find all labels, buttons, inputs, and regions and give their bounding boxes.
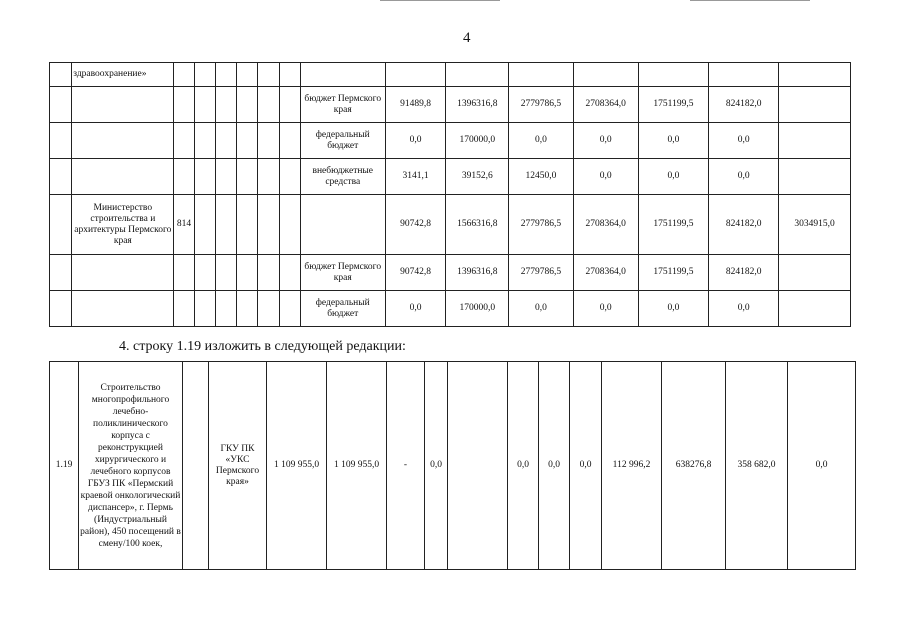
total-cell <box>779 291 851 327</box>
table-row <box>50 123 851 159</box>
value-cell: 824182,0 <box>709 87 779 123</box>
value-cell: 39152,6 <box>446 159 509 195</box>
value-cell: 0,0 <box>385 291 446 327</box>
empty-cell <box>194 63 215 87</box>
value-cell: 1396316,8 <box>446 87 509 123</box>
value-cell: 1566316,8 <box>446 195 509 255</box>
empty-cell <box>258 63 279 87</box>
total-cell <box>779 159 851 195</box>
empty-cell <box>183 362 209 570</box>
value-cell <box>446 63 509 87</box>
value-cell: 90742,8 <box>385 255 446 291</box>
value-cell: 112 996,2 <box>602 362 662 570</box>
source-cell <box>300 63 385 87</box>
empty-cell <box>50 195 72 255</box>
object-name: Строительство многопрофильного лечебно-поликлинического корпуса с реконструкцией хирургического и лечебного корпусов ГБУЗ ПК «Пермский краевой онкологический диспансер», г. Пермь (Индустриальный район), 450 посещений в смену/100 коек, <box>79 362 183 570</box>
total-cell <box>779 255 851 291</box>
value-cell: 0,0 <box>573 159 638 195</box>
code-cell: 814 <box>174 195 194 255</box>
value-cell: 3141,1 <box>385 159 446 195</box>
value-cell: 170000,0 <box>446 123 509 159</box>
empty-cell <box>279 291 300 327</box>
empty-cell <box>237 123 258 159</box>
empty-cell <box>258 123 279 159</box>
empty-cell <box>237 159 258 195</box>
table-row <box>50 255 851 291</box>
value-cell: 0,0 <box>638 291 709 327</box>
value-cell: 824182,0 <box>709 195 779 255</box>
value-cell: 0,0 <box>709 123 779 159</box>
empty-cell <box>279 255 300 291</box>
value-cell: 0,0 <box>570 362 602 570</box>
executor-cell <box>72 159 174 195</box>
code-cell <box>174 87 194 123</box>
value-cell: 1751199,5 <box>638 87 709 123</box>
table-row <box>50 362 856 570</box>
value-cell: 0,0 <box>539 362 570 570</box>
value-cell: 1 109 955,0 <box>267 362 327 570</box>
value-cell: 2708364,0 <box>573 87 638 123</box>
total-cell <box>779 123 851 159</box>
empty-cell <box>279 195 300 255</box>
empty-cell <box>215 291 236 327</box>
value-cell: 638276,8 <box>662 362 726 570</box>
empty-cell <box>50 291 72 327</box>
empty-cell <box>279 159 300 195</box>
value-cell: 1751199,5 <box>638 195 709 255</box>
table-row <box>50 87 851 123</box>
code-cell <box>174 255 194 291</box>
value-cell: 12450,0 <box>509 159 574 195</box>
empty-cell <box>215 87 236 123</box>
empty-cell <box>194 255 215 291</box>
value-cell: 0,0 <box>573 291 638 327</box>
table-row <box>50 63 851 87</box>
empty-cell <box>215 159 236 195</box>
table-row <box>50 291 851 327</box>
executor-cell <box>72 123 174 159</box>
table-row <box>50 195 851 255</box>
budget-table <box>49 62 851 327</box>
empty-cell <box>237 87 258 123</box>
executor-cell <box>72 255 174 291</box>
empty-cell <box>215 255 236 291</box>
empty-cell <box>258 195 279 255</box>
value-cell: 0,0 <box>508 362 539 570</box>
empty-cell <box>258 87 279 123</box>
empty-cell <box>194 87 215 123</box>
source-cell: бюджет Пермского края <box>300 255 385 291</box>
value-cell: 0,0 <box>509 123 574 159</box>
value-cell <box>448 362 508 570</box>
value-cell: 1 109 955,0 <box>327 362 387 570</box>
executor-cell <box>72 291 174 327</box>
empty-cell <box>237 195 258 255</box>
empty-cell <box>50 87 72 123</box>
value-cell: 358 682,0 <box>726 362 788 570</box>
total-cell: 3034915,0 <box>779 195 851 255</box>
value-cell: 0,0 <box>573 123 638 159</box>
customer: ГКУ ПК «УКС Пермского края» <box>209 362 267 570</box>
source-cell: федеральный бюджет <box>300 291 385 327</box>
code-cell <box>174 63 194 87</box>
empty-cell <box>50 255 72 291</box>
value-cell: 2779786,5 <box>509 195 574 255</box>
item-table <box>49 361 856 570</box>
empty-cell <box>194 123 215 159</box>
code-cell <box>174 291 194 327</box>
value-cell: 2779786,5 <box>509 255 574 291</box>
value-cell: 90742,8 <box>385 195 446 255</box>
empty-cell <box>194 291 215 327</box>
value-cell: 2779786,5 <box>509 87 574 123</box>
code-cell <box>174 159 194 195</box>
executor-cell <box>72 87 174 123</box>
value-cell <box>573 63 638 87</box>
value-cell <box>638 63 709 87</box>
value-cell: 1396316,8 <box>446 255 509 291</box>
value-cell: 0,0 <box>788 362 856 570</box>
empty-cell <box>215 123 236 159</box>
value-cell <box>509 63 574 87</box>
empty-cell <box>50 159 72 195</box>
section-heading: 4. строку 1.19 изложить в следующей редакции: <box>119 339 406 354</box>
empty-cell <box>258 159 279 195</box>
total-cell <box>779 87 851 123</box>
empty-cell <box>258 291 279 327</box>
empty-cell <box>50 63 72 87</box>
empty-cell <box>279 123 300 159</box>
value-cell: 1751199,5 <box>638 255 709 291</box>
value-cell: 2708364,0 <box>573 195 638 255</box>
source-cell <box>300 195 385 255</box>
total-cell <box>779 63 851 87</box>
empty-cell <box>215 63 236 87</box>
source-cell: внебюджетные средства <box>300 159 385 195</box>
empty-cell <box>279 87 300 123</box>
page-number: 4 <box>463 30 471 46</box>
value-cell: 2708364,0 <box>573 255 638 291</box>
value-cell: - <box>387 362 425 570</box>
value-cell: 0,0 <box>509 291 574 327</box>
value-cell: 0,0 <box>425 362 448 570</box>
empty-cell <box>258 255 279 291</box>
executor-cell: Министерство строительства и архитектуры Пермского края <box>72 195 174 255</box>
value-cell: 0,0 <box>709 159 779 195</box>
table-row <box>50 159 851 195</box>
empty-cell <box>50 123 72 159</box>
value-cell: 0,0 <box>709 291 779 327</box>
empty-cell <box>194 159 215 195</box>
source-cell: федеральный бюджет <box>300 123 385 159</box>
value-cell <box>709 63 779 87</box>
value-cell: 0,0 <box>638 159 709 195</box>
row-number: 1.19 <box>50 362 79 570</box>
value-cell: 91489,8 <box>385 87 446 123</box>
executor-cell: здравоохранение» <box>72 63 174 87</box>
code-cell <box>174 123 194 159</box>
empty-cell <box>194 195 215 255</box>
value-cell: 0,0 <box>385 123 446 159</box>
value-cell: 824182,0 <box>709 255 779 291</box>
empty-cell <box>237 291 258 327</box>
empty-cell <box>237 63 258 87</box>
value-cell: 0,0 <box>638 123 709 159</box>
empty-cell <box>237 255 258 291</box>
empty-cell <box>215 195 236 255</box>
source-cell: бюджет Пермского края <box>300 87 385 123</box>
empty-cell <box>279 63 300 87</box>
value-cell <box>385 63 446 87</box>
value-cell: 170000,0 <box>446 291 509 327</box>
